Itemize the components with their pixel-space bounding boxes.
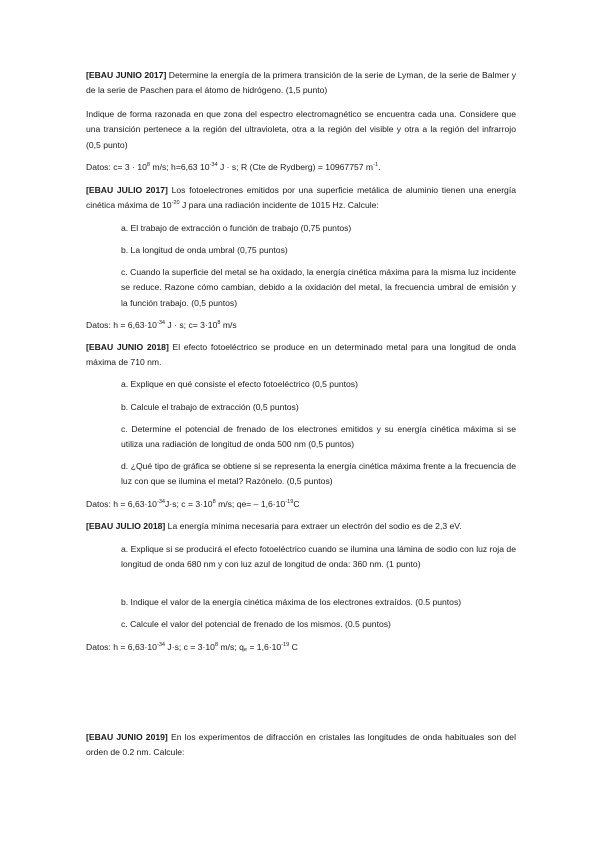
question-2-statement: [EBAU JULIO 2017] Los fotoelectrones emitidos por una superficie metálica de aluminio tienen una energía cinética máxima de $10^{-20}$ J para una radiación incidente de 1015 Hz. Calcule: [86, 185, 516, 211]
question-4-data: Datos: $h = 6,63\cdot 10^{-34}$ J·s; $c = 3\cdot 10^8$ m/s; $q_e = 1,6\cdot 10^{-19}$ C [86, 642, 298, 653]
question-2-item-b: b. La longitud de onda umbral (0,75 puntos) [121, 245, 288, 255]
question-3-statement: [EBAU JUNIO 2018] El efecto fotoeléctrico se produce en un determinado metal para una longitud de onda máxima de 710 nm. [86, 342, 517, 368]
question-1-tag: [EBAU JUNIO 2017] [86, 70, 167, 80]
question-2-item-a: a. El trabajo de extracción o función de trabajo (0,75 puntos) [121, 223, 352, 233]
question-3-tag: [EBAU JUNIO 2018] [86, 342, 169, 352]
question-2-tag: [EBAU JULIO 2017] [86, 185, 168, 195]
question-1-paragraph-2: Indique de forma razonada en que zona del espectro electromagnético se encuentra cada una. Considere que una transición pertenece a la región del ultravioleta, otra a la región del visible y otra a la región del infrarrojo (0,5 punto) [86, 109, 516, 150]
question-3-item-a: a. Explique en qué consiste el efecto fotoeléctrico (0,5 puntos) [121, 379, 358, 389]
question-1-statement [86, 68, 516, 99]
question-1-data: Datos: $c= 3 \cdot 10^8$ m/s; h=6,63 $10^{-34}$ J · s; R (Cte de Rydberg) = 10967757 $m^{-1}$. [86, 162, 381, 172]
question-5-tag: [EBAU JUNIO 2019] [86, 732, 168, 742]
question-3-item-b: b. Calcule el trabajo de extracción (0,5 puntos) [121, 402, 299, 412]
question-2-item-c: c. Cuando la superficie del metal se ha oxidado, la energía cinética máxima para la misma luz incidente se reduce. Razone cómo cambian, debido a la oxidación del metal, la frecuencia umbral de emisión y la función trabajo. (0,5 puntos) [121, 267, 516, 308]
question-2-data: Datos: $h = 6,63\cdot 10^{-34}$ J · s; $c= 3\cdot 10^8$ m/s [86, 320, 237, 330]
question-4-item-b: b. Indique el valor de la energía cinética máxima de los electrones extraídos. (0.5 puntos) [121, 597, 462, 607]
question-3-item-c: c. Determine el potencial de frenado de los electrones emitidos y su energía cinética máxima si se utiliza una radiación de longitud de onda 500 nm (0,5 puntos) [121, 424, 516, 450]
question-1-text: Determine la energía de la primera transición de la serie de Lyman, de la serie de Balmer y de la serie de Paschen para el átomo de hidrógeno. (1,5 punto) [86, 70, 517, 96]
question-3-item-d: d. ¿Qué tipo de gráfica se obtiene si se representa la energía cinética máxima frente a la frecuencia de luz con que se ilumina el metal? Razónelo. (0,5 puntos) [121, 461, 516, 487]
question-4-statement: [EBAU JULIO 2018] La energía mínima necesaria para extraer un electrón del sodio es de 2,3 eV. [86, 521, 462, 531]
question-5-statement: [EBAU JUNIO 2019] En los experimentos de difracción en cristales las longitudes de onda habituales son del orden de 0.2 nm. Calcule: [86, 732, 516, 758]
question-4-item-a: a. Explique si se producirá el efecto fotoeléctrico cuando se ilumina una lámina de sodio con luz roja de longitud de onda 680 nm y con luz azul de longitud de onda: 360 nm. (1 punto) [121, 544, 516, 570]
question-3-data: Datos: $h = 6,63\cdot 10^{-34}J\cdot s$; $c = 3\cdot 10^8$ m/s; $qe= - 1,6\cdot 10^{-19}C$ [86, 499, 300, 509]
question-4-item-c: c. Calcule el valor del potencial de frenado de los mismos. (0.5 puntos) [121, 619, 391, 629]
question-4-tag: [EBAU JULIO 2018] [86, 521, 166, 531]
